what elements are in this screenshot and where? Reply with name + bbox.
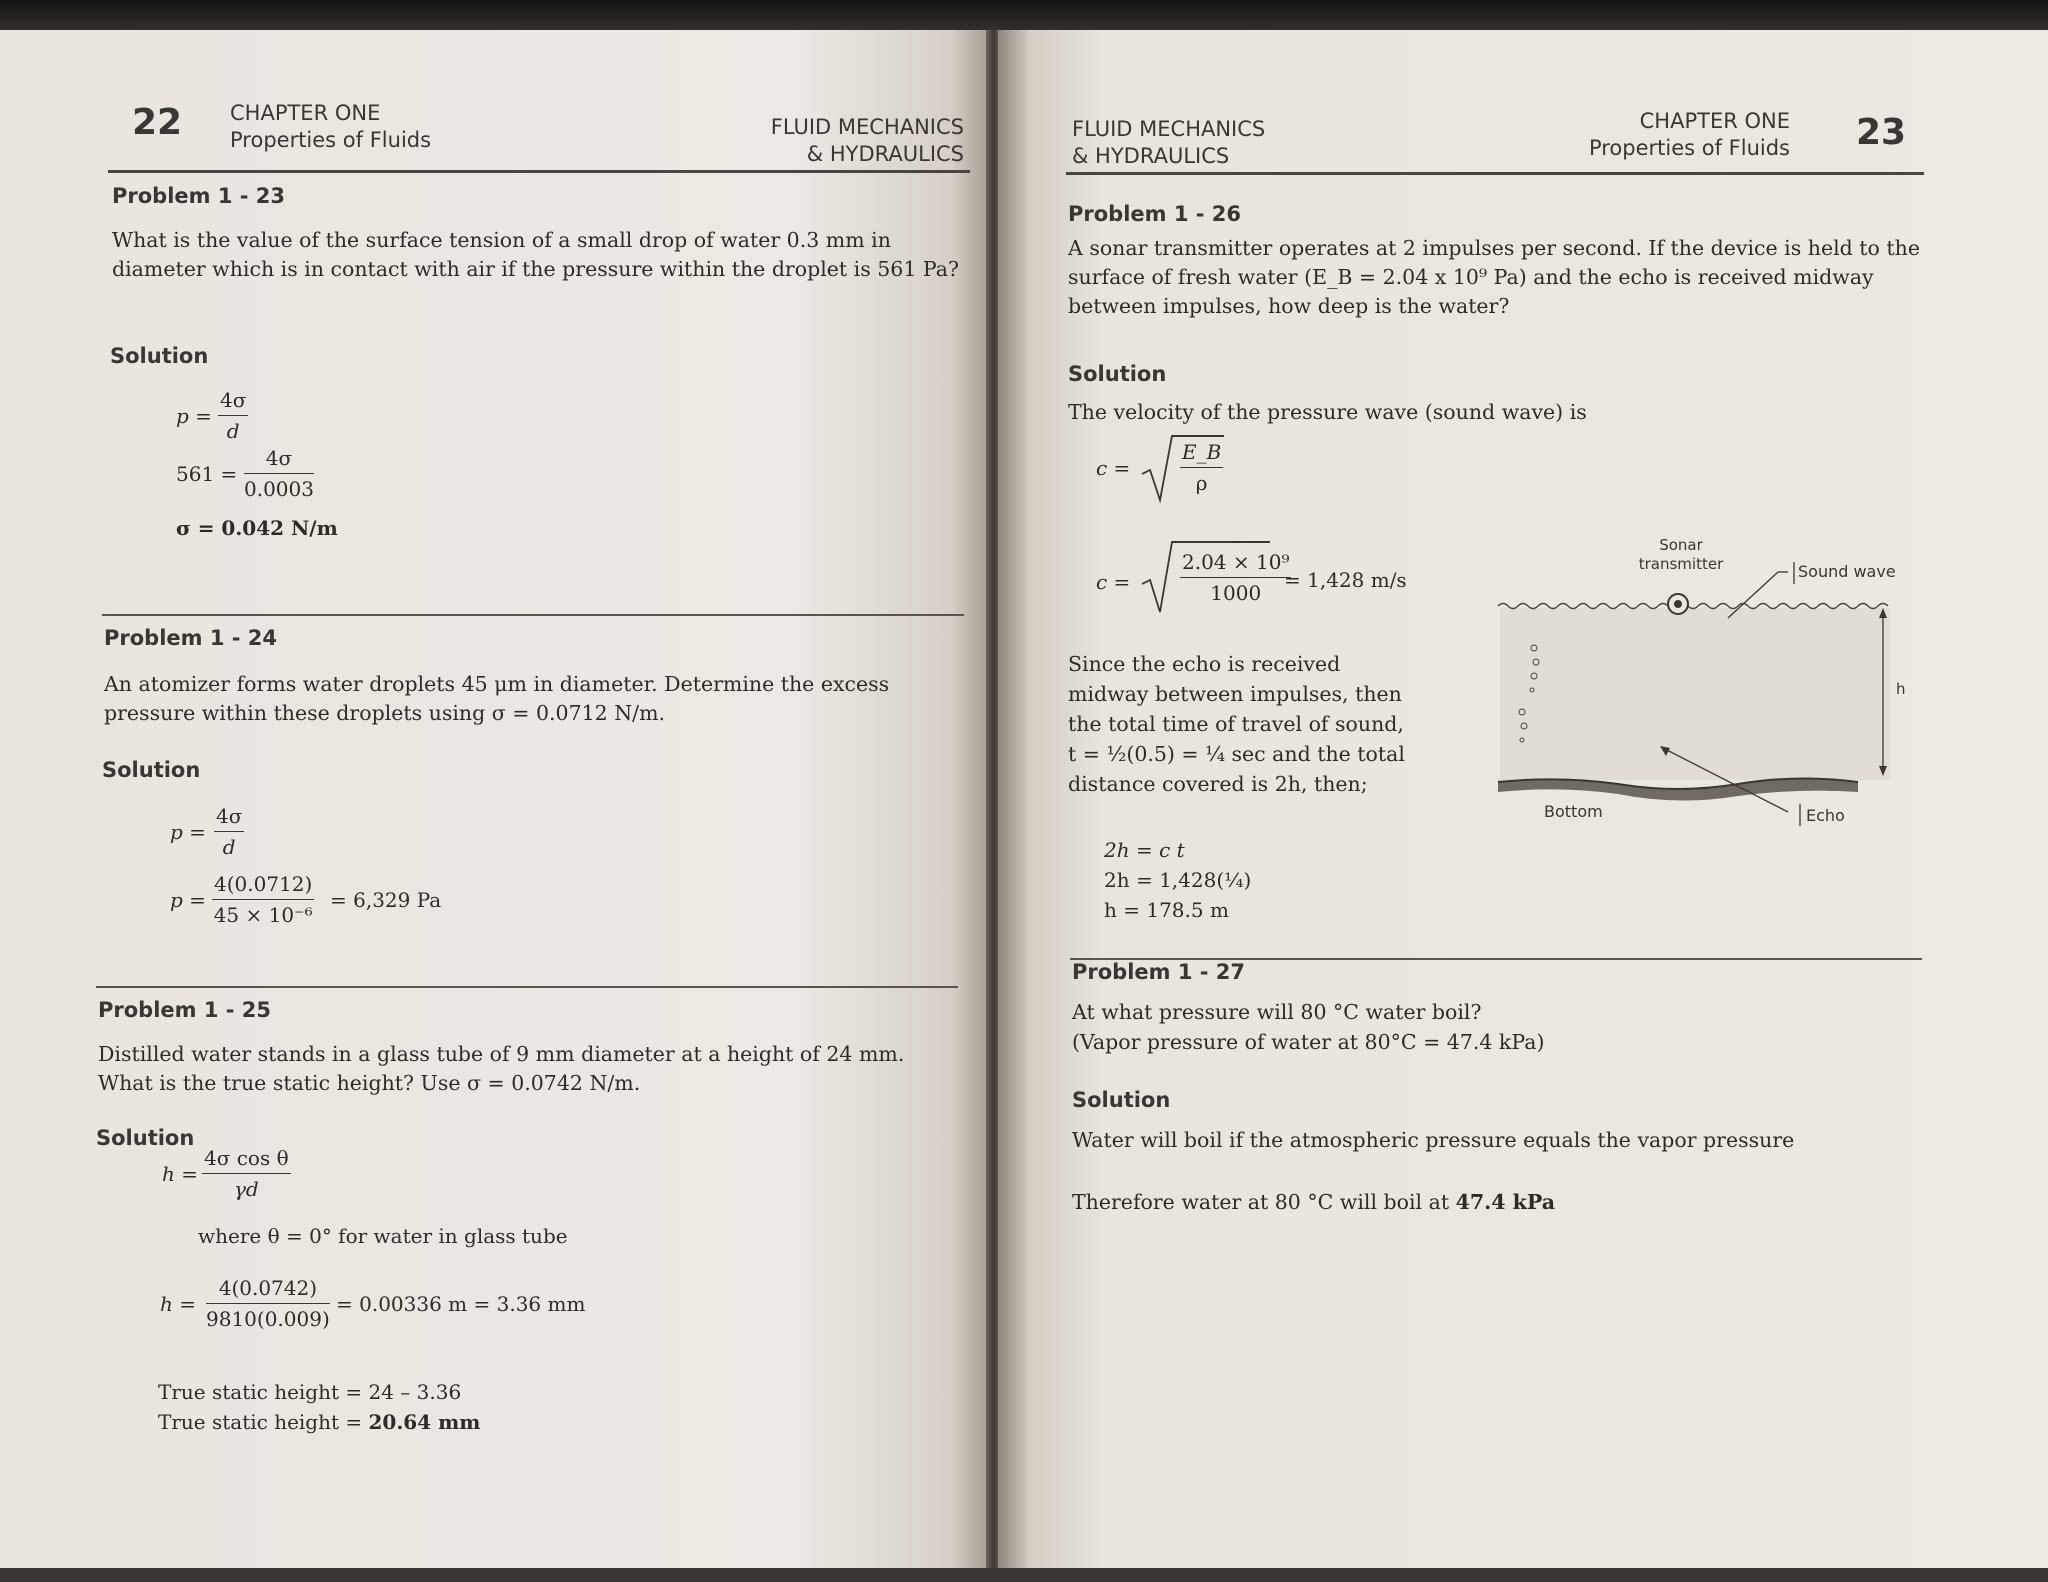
book-title-line1: FLUID MECHANICS	[770, 115, 964, 139]
equation-fraction	[202, 1146, 291, 1201]
fraction-numerator: 4σ cos θ	[202, 1146, 291, 1174]
radical-sign	[1140, 434, 1180, 504]
calc-line: 2h = c t	[1104, 838, 1185, 862]
equation-fraction	[214, 804, 244, 859]
solution-label: Solution	[1072, 1088, 1171, 1112]
header-rule	[108, 170, 970, 173]
fraction-numerator: 2.04 × 10⁹	[1180, 550, 1291, 578]
equation-fraction	[206, 1276, 330, 1331]
since-line: Since the echo is received	[1068, 652, 1341, 676]
solution-label: Solution	[96, 1126, 195, 1150]
header-rule	[1066, 172, 1924, 175]
chapter-label: CHAPTER ONE	[1639, 109, 1790, 133]
book-title-line2: & HYDRAULICS	[1072, 144, 1230, 168]
calc-line: 2h = 1,428(¼)	[1104, 868, 1252, 892]
square-root	[1140, 434, 1180, 508]
solution-conclusion	[1072, 1190, 1555, 1214]
problem-title-1-27: Problem 1 - 27	[1072, 960, 1246, 984]
equation-lhs: c =	[1096, 456, 1131, 480]
since-line: t = ½(0.5) = ¼ sec and the total	[1068, 742, 1405, 766]
equation-fraction	[244, 446, 314, 501]
solution-label: Solution	[1068, 362, 1167, 386]
chapter-heading	[230, 100, 431, 154]
scan-bottom-edge	[0, 1568, 2048, 1582]
equation-lhs: 561 =	[176, 462, 238, 486]
fraction-numerator: 4σ	[244, 446, 314, 474]
chapter-subtitle: Properties of Fluids	[230, 128, 432, 152]
fraction-numerator: 4(0.0712)	[212, 872, 314, 900]
problem-text-1-27: At what pressure will 80 °C water boil?	[1072, 1000, 1482, 1024]
problem-text-1-24: An atomizer forms water droplets 45 μm in diameter. Determine the excess pressure within these droplets using σ = 0.0712 N/m.	[104, 672, 890, 725]
section-divider	[96, 986, 958, 988]
equation-rhs: = 6,329 Pa	[330, 888, 442, 912]
left-page	[0, 30, 990, 1582]
book-title-line1: FLUID MECHANICS	[1072, 117, 1266, 141]
figure-label-transmitter	[1636, 536, 1726, 574]
fraction-denominator: 9810(0.009)	[206, 1307, 330, 1331]
section-divider	[102, 614, 964, 616]
radical-bar	[1172, 435, 1224, 437]
problem-text-1-26: A sonar transmitter operates at 2 impulses per second. If the device is held to the surface of fresh water (E_B = 2.04 x 10⁹ Pa) and the echo is received midway between impulses, how deep is the water?	[1068, 236, 1920, 318]
page-number: 23	[1856, 112, 1907, 153]
fraction-denominator: 1000	[1210, 581, 1262, 605]
since-line: the total time of travel of sound,	[1068, 712, 1404, 736]
problem-title-1-25: Problem 1 - 25	[98, 998, 272, 1022]
where-note: where θ = 0° for water in glass tube	[198, 1224, 568, 1248]
since-line: midway between impulses, then	[1068, 682, 1402, 706]
problem-title-1-23: Problem 1 - 23	[112, 184, 286, 208]
figure-label-bottom: Bottom	[1544, 802, 1603, 821]
fraction-numerator: E_B	[1180, 440, 1223, 468]
problem-title-1-26: Problem 1 - 26	[1068, 202, 1242, 226]
equation-lhs: c =	[1096, 570, 1131, 594]
fraction-denominator: 0.0003	[244, 477, 314, 501]
problem-title-1-24: Problem 1 - 24	[104, 626, 278, 650]
equation-rhs: = 1,428 m/s	[1284, 568, 1407, 592]
equation-rhs: = 0.00336 m = 3.36 mm	[336, 1292, 586, 1316]
calc-line: h = 178.5 m	[1104, 898, 1229, 922]
chapter-subtitle: Properties of Fluids	[1588, 136, 1790, 160]
equation-fraction	[1180, 440, 1223, 495]
page-number: 22	[132, 102, 183, 143]
water-surface	[1498, 604, 1888, 609]
velocity-text: The velocity of the pressure wave (sound wave) is	[1068, 400, 1587, 424]
transmitter-label-line2: transmitter	[1638, 555, 1724, 573]
equation-fraction	[212, 872, 314, 927]
figure-label-sound-wave: Sound wave	[1798, 562, 1896, 581]
equation-lhs: p =	[176, 404, 212, 428]
fraction-denominator: ρ	[1195, 471, 1208, 495]
equation-fraction	[1180, 550, 1291, 605]
result-value: 20.64 mm	[368, 1410, 481, 1434]
right-page	[998, 30, 2048, 1582]
conclusion-text: Therefore water at 80 °C will boil at	[1072, 1190, 1456, 1214]
transmitter-label-line1: Sonar	[1659, 536, 1703, 554]
equation-fraction	[218, 388, 248, 443]
radical-bar	[1172, 541, 1270, 543]
fraction-denominator: γd	[233, 1177, 259, 1201]
radical-sign	[1140, 540, 1180, 616]
book-title-line2: & HYDRAULICS	[806, 142, 964, 166]
result-line-final	[158, 1410, 480, 1434]
result-line: True static height = 24 – 3.36	[158, 1380, 462, 1404]
solution-label: Solution	[102, 758, 201, 782]
fraction-numerator: 4σ	[214, 804, 244, 832]
equation-lhs: h =	[160, 1292, 196, 1316]
square-root	[1140, 540, 1180, 620]
equation-lhs: p =	[170, 888, 206, 912]
figure-label-echo: Echo	[1806, 806, 1845, 825]
book-title	[752, 114, 964, 168]
problem-text-1-27-note: (Vapor pressure of water at 80°C = 47.4 kPa)	[1072, 1030, 1545, 1054]
fraction-numerator: 4σ	[218, 388, 248, 416]
problem-text-1-23: What is the value of the surface tension of a small drop of water 0.3 mm in diameter which is in contact with air if the pressure within the droplet is 561 Pa?	[112, 228, 959, 281]
fraction-numerator: 4(0.0742)	[206, 1276, 330, 1304]
since-line: distance covered is 2h, then;	[1068, 772, 1368, 796]
result-label: True static height =	[158, 1410, 369, 1434]
chapter-label: CHAPTER ONE	[230, 101, 381, 125]
conclusion-value: 47.4 kPa	[1455, 1190, 1556, 1214]
chapter-heading	[1558, 108, 1790, 162]
equation-lhs: h =	[162, 1162, 198, 1186]
book-title	[1072, 116, 1265, 170]
solution-text: Water will boil if the atmospheric pressure equals the vapor pressure	[1072, 1128, 1795, 1152]
fraction-denominator: d	[226, 419, 240, 443]
problem-text-1-25: Distilled water stands in a glass tube of 9 mm diameter at a height of 24 mm. What is the true static height? Use σ = 0.0742 N/m.	[98, 1042, 905, 1095]
figure-label-depth: h	[1896, 680, 1906, 698]
solution-label: Solution	[110, 344, 209, 368]
equation-lhs: p =	[170, 820, 206, 844]
fraction-denominator: d	[222, 835, 236, 859]
fraction-denominator: 45 × 10⁻⁶	[213, 903, 313, 927]
equation-result: σ = 0.042 N/m	[176, 516, 338, 540]
sonar-figure	[1488, 500, 1928, 840]
